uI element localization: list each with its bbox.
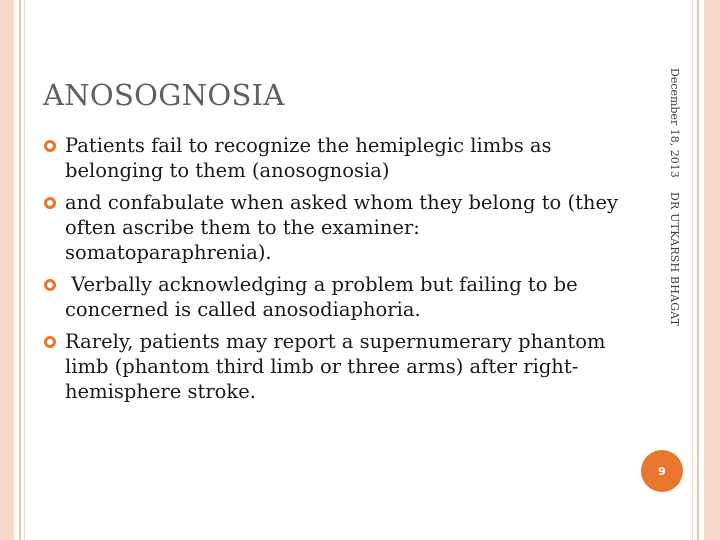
page-number: 9 — [658, 464, 666, 478]
left-border-band — [0, 0, 14, 540]
bullet-item — [44, 133, 629, 183]
bullet-ring-icon — [44, 336, 56, 348]
slide-title: ANOSOGNOSIA — [43, 78, 285, 112]
bullet-list — [44, 133, 629, 411]
right-border-band — [704, 0, 720, 540]
bullet-text: Rarely, patients may report a supernumerary phantom limb (phantom third limb or three arms) after right-hemisphere stroke. — [65, 330, 606, 403]
bullet-item — [44, 272, 629, 322]
bullet-text: Verbally acknowledging a problem but failing to be concerned is called anosodiaphoria. — [65, 273, 584, 321]
bullet-text: Patients fail to recognize the hemiplegic limbs as belonging to them (anosognosia) — [65, 134, 552, 182]
left-border-line — [19, 0, 21, 540]
bullet-item — [44, 329, 629, 404]
slide-author: DR UTKARSH BHAGAT — [668, 192, 681, 327]
bullet-text: and confabulate when asked whom they belong to (they often ascribe them to the examiner: somatoparaphrenia). — [65, 191, 619, 264]
bullet-ring-icon — [44, 197, 56, 209]
bullet-item — [44, 190, 629, 265]
bullet-ring-icon — [44, 279, 56, 291]
right-border-line — [697, 0, 699, 540]
right-border-line-thin — [692, 0, 693, 540]
left-border-line-thin — [24, 0, 25, 540]
bullet-ring-icon — [44, 140, 56, 152]
page-number-badge — [641, 450, 683, 492]
slide-date: December 18, 2013 — [668, 68, 681, 178]
